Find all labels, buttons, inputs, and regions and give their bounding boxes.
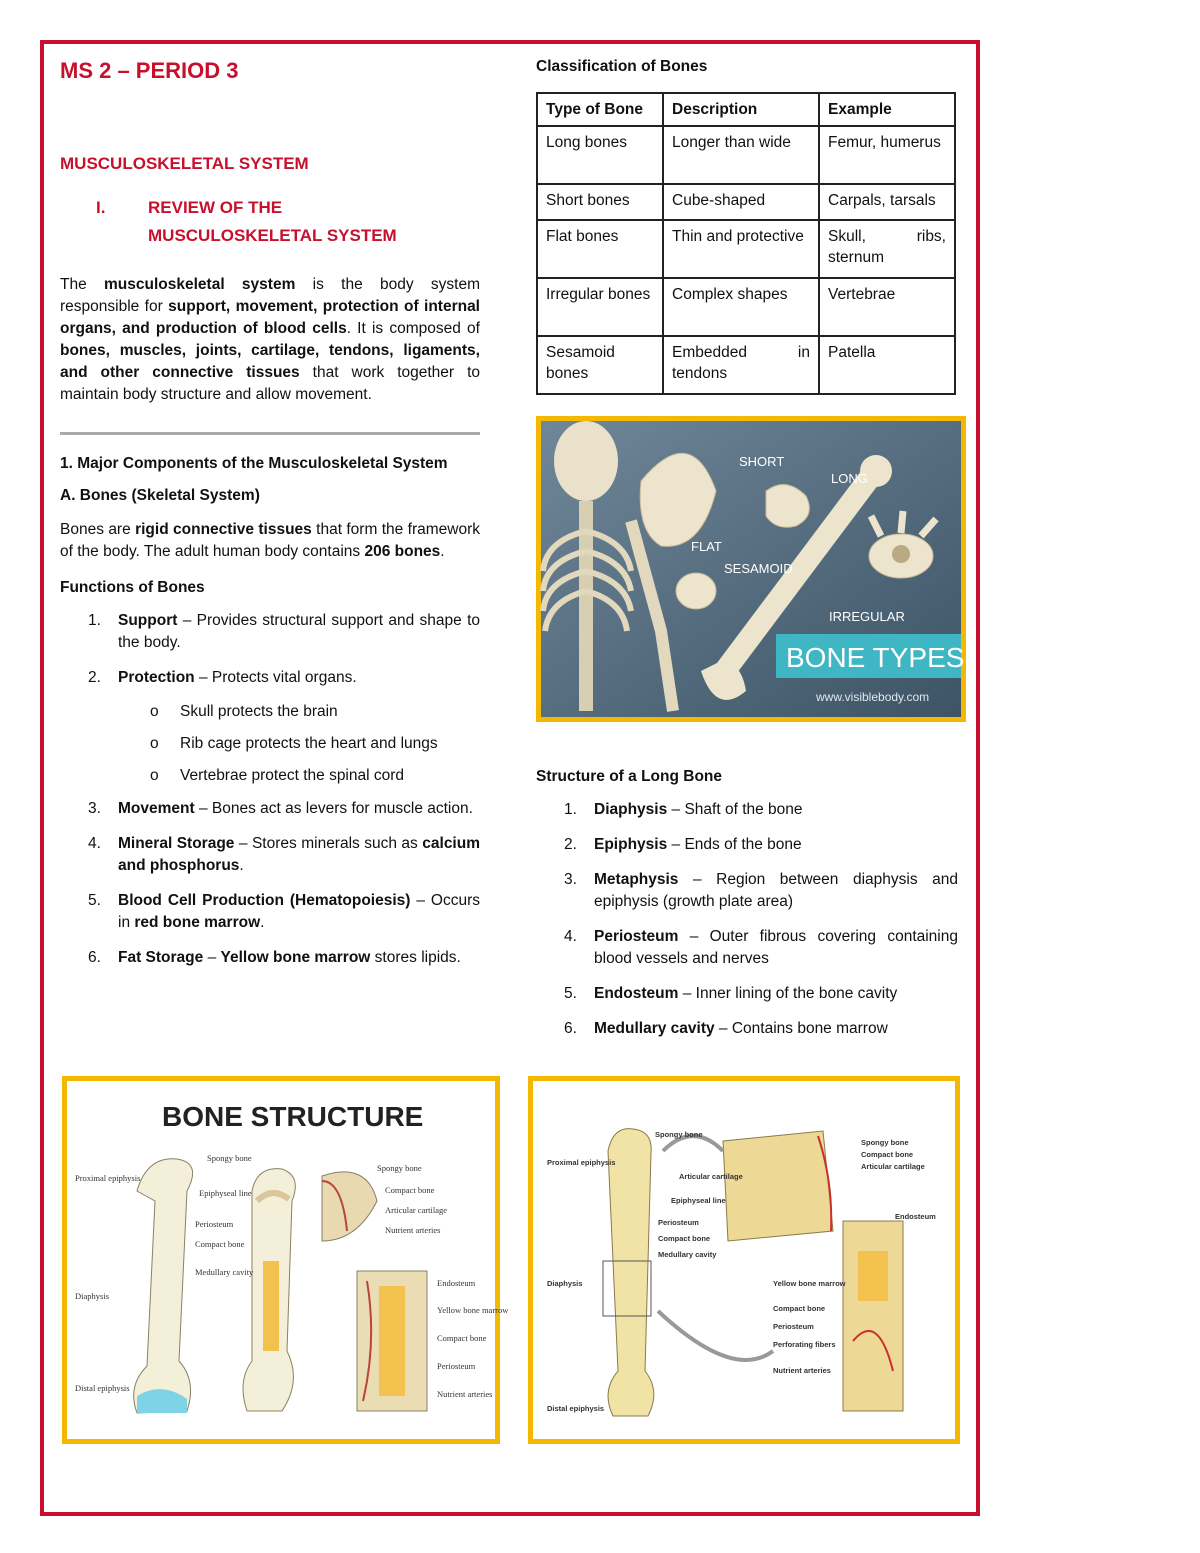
table-cell: Vertebrae	[819, 278, 955, 336]
label: Compact bone	[437, 1333, 487, 1343]
label: Distal epiphysis	[547, 1404, 605, 1413]
section-title-line1: REVIEW OF THE	[148, 198, 283, 217]
components-heading: 1. Major Components of the Musculoskeletal System	[60, 455, 448, 472]
source-url: www.visiblebody.com	[816, 690, 930, 704]
table-cell: Cube-shaped	[663, 184, 819, 220]
table-cell: Skull, ribs, sternum	[819, 220, 955, 278]
label: Spongy bone	[655, 1130, 703, 1139]
label: Medullary cavity	[658, 1250, 717, 1259]
table-cell: Irregular bones	[537, 278, 663, 336]
list-item: 3. Metaphysis – Region between diaphysis and epiphysis (growth plate area)	[564, 871, 958, 910]
bone-types-title: BONE TYPES	[786, 642, 965, 673]
label: Compact bone	[773, 1304, 826, 1313]
table-cell: Long bones	[537, 126, 663, 184]
label: Compact bone	[658, 1234, 711, 1243]
table-cell: Sesamoid bones	[537, 336, 663, 394]
bones-heading: A. Bones (Skeletal System)	[60, 487, 260, 504]
list-item: 3. Movement – Bones act as levers for muscle action.	[88, 800, 473, 817]
list-item: 5. Blood Cell Production (Hematopoiesis) – Occurs in red bone marrow.	[88, 892, 480, 931]
list-item: 6. Medullary cavity – Contains bone marrow	[564, 1020, 888, 1037]
label: Compact bone	[385, 1185, 435, 1195]
document-title: MS 2 – PERIOD 3	[60, 58, 239, 83]
label: Articular cartilage	[385, 1205, 448, 1215]
table-row	[537, 278, 955, 336]
bone-types-image	[536, 416, 966, 722]
label-sesamoid: SESAMOID	[724, 561, 793, 576]
bone-structure-illustration	[67, 1081, 509, 1439]
label: Epiphyseal line	[671, 1196, 726, 1205]
divider	[60, 432, 480, 435]
label: Perforating fibers	[773, 1340, 836, 1349]
list-item: 1. Support – Provides structural support and shape to the body.	[88, 612, 480, 651]
table-cell: Carpals, tarsals	[819, 184, 955, 220]
table-cell: Short bones	[537, 184, 663, 220]
long-bone-illustration	[533, 1081, 955, 1439]
list-item: 4. Periosteum – Outer fibrous covering containing blood vessels and nerves	[564, 928, 958, 967]
label-long: LONG	[831, 471, 868, 486]
section-number: I.	[96, 198, 106, 217]
functions-list-continued	[60, 798, 480, 969]
protection-sublist	[60, 703, 480, 785]
label: Periosteum	[658, 1218, 699, 1227]
table-header: Description	[663, 93, 819, 126]
table-cell: Patella	[819, 336, 955, 394]
table-cell: Thin and protective	[663, 220, 819, 278]
label: Spongy bone	[377, 1163, 422, 1173]
bone-structure-image	[62, 1076, 509, 1444]
label: Endosteum	[437, 1278, 476, 1288]
classification-table	[536, 92, 956, 395]
list-item: o Skull protects the brain	[150, 703, 338, 720]
label: Periosteum	[437, 1361, 476, 1371]
bone-types-illustration	[541, 421, 965, 717]
table-cell: Femur, humerus	[819, 126, 955, 184]
table-header-row	[537, 93, 955, 126]
list-item: 5. Endosteum – Inner lining of the bone cavity	[564, 985, 898, 1002]
table-cell: Embedded in tendons	[663, 336, 819, 394]
long-bone-image	[528, 1076, 960, 1444]
list-item: 2. Epiphysis – Ends of the bone	[564, 836, 802, 853]
label: Spongy bone	[861, 1138, 909, 1147]
list-item: 1. Diaphysis – Shaft of the bone	[564, 801, 803, 818]
list-item: o Vertebrae protect the spinal cord	[150, 767, 405, 784]
label-irregular: IRREGULAR	[829, 609, 905, 624]
label: Articular cartilage	[861, 1162, 925, 1171]
label: Proximal epiphysis	[547, 1158, 616, 1167]
label: Epiphyseal line	[199, 1188, 252, 1198]
intro-paragraph: The musculoskeletal system is the body system responsible for support, movement, protection of internal organs, and production of blood cells. It is composed of bones, muscles, joints, cartilage, tendons, ligaments, and other connective tissues that work together to maintain body structure and allow movement.	[60, 276, 481, 403]
structure-section	[536, 768, 958, 1040]
system-title: MUSCULOSKELETAL SYSTEM	[60, 154, 309, 173]
label: Yellow bone marrow	[437, 1305, 509, 1315]
structure-heading: Structure of a Long Bone	[536, 768, 722, 785]
table-cell: Flat bones	[537, 220, 663, 278]
list-item: 2. Protection – Protects vital organs.	[88, 669, 357, 686]
list-item: 6. Fat Storage – Yellow bone marrow stores lipids.	[88, 949, 461, 966]
functions-heading: Functions of Bones	[60, 579, 205, 596]
functions-list	[60, 610, 480, 689]
label-flat: FLAT	[691, 539, 722, 554]
bone-structure-title: BONE STRUCTURE	[162, 1101, 424, 1132]
label: Distal epiphysis	[75, 1383, 130, 1393]
table-header: Type of Bone	[537, 93, 663, 126]
section-title-line2: MUSCULOSKELETAL SYSTEM	[148, 226, 397, 245]
table-header: Example	[819, 93, 955, 126]
list-item: 4. Mineral Storage – Stores minerals such as calcium and phosphorus.	[88, 835, 480, 874]
label: Periosteum	[195, 1219, 234, 1229]
table-row	[537, 336, 955, 394]
label: Diaphysis	[75, 1291, 109, 1301]
label: Nutrient arteries	[437, 1389, 493, 1399]
list-item: o Rib cage protects the heart and lungs	[150, 735, 438, 752]
label: Yellow bone marrow	[773, 1279, 846, 1288]
bones-paragraph: Bones are rigid connective tissues that form the framework of the body. The adult human body contains 206 bones.	[60, 521, 480, 560]
section-title	[138, 194, 397, 250]
label: Medullary cavity	[195, 1267, 254, 1277]
label: Compact bone	[861, 1150, 914, 1159]
right-column	[536, 58, 958, 395]
label-short: SHORT	[739, 454, 785, 469]
label: Diaphysis	[547, 1279, 583, 1288]
table-cell: Complex shapes	[663, 278, 819, 336]
table-cell: Longer than wide	[663, 126, 819, 184]
left-column	[60, 58, 480, 969]
label: Compact bone	[195, 1239, 245, 1249]
section-heading	[60, 194, 480, 250]
classification-heading: Classification of Bones	[536, 58, 708, 75]
label: Nutrient arteries	[385, 1225, 441, 1235]
label: Proximal epiphysis	[75, 1173, 141, 1183]
label: Spongy bone	[207, 1153, 252, 1163]
label: Endosteum	[895, 1212, 936, 1221]
table-row	[537, 184, 955, 220]
structure-list	[536, 799, 958, 1040]
label: Articular cartilage	[679, 1172, 743, 1181]
table-row	[537, 220, 955, 278]
label: Periosteum	[773, 1322, 814, 1331]
label: Nutrient arteries	[773, 1366, 831, 1375]
table-row	[537, 126, 955, 184]
